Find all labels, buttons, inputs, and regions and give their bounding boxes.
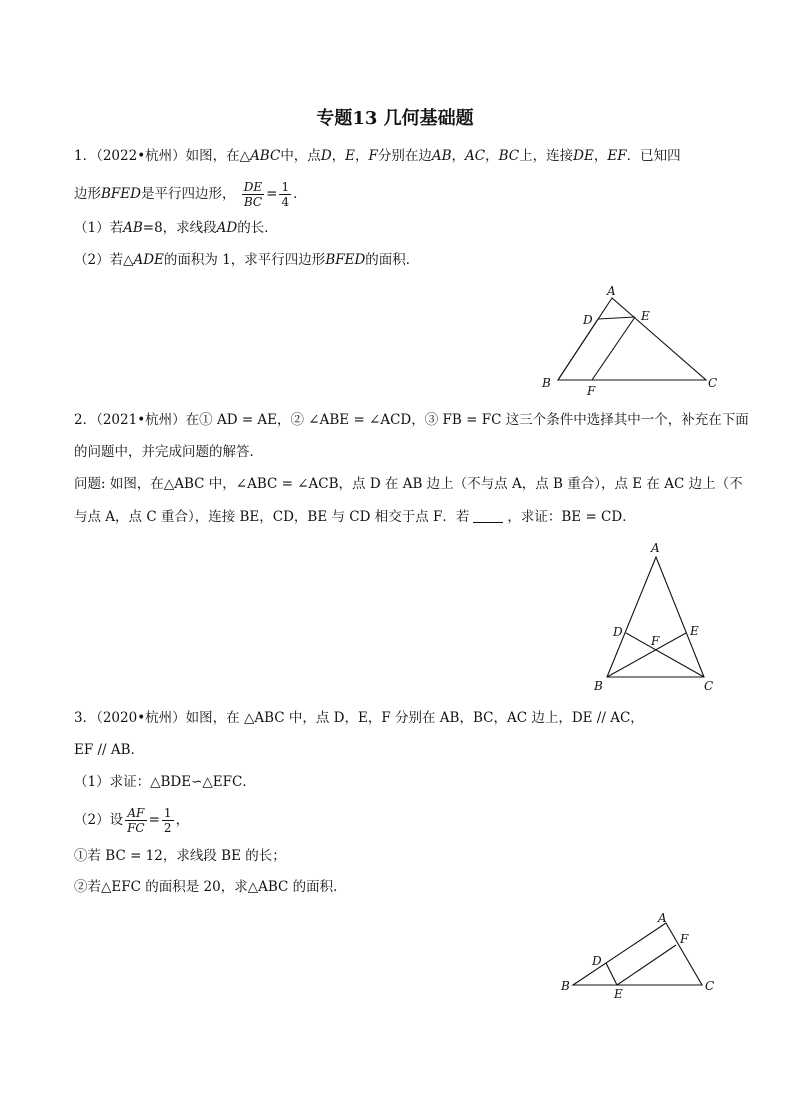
- label-e-fig1: E: [641, 309, 650, 323]
- page-title: 专题13 几何基础题: [316, 108, 474, 129]
- fraction-af-fc: $\frac{AF}{FC}$: [127, 806, 145, 835]
- segment-db-fig1: [558, 319, 598, 380]
- label-a-fig2: A: [651, 541, 660, 555]
- label-e-fig2: E: [690, 624, 699, 638]
- label-f-fig1: F: [587, 384, 596, 398]
- label-e-fig3: E: [614, 987, 623, 1001]
- problem-2-line-3: 问题: 如图，在△ABC 中，∠ABC = ∠ACB，点 D 在 AB 边上（不与点 A，点 B 重合），点 E 在 AC 边上（不: [74, 476, 743, 492]
- problem-2-line-4: 与点 A，点 C 重合），连接 BE，CD，BE 与 CD 相交于点 F．若 ，求证：BE = CD．: [74, 509, 636, 525]
- problem-3-question-2: （2）设 $\frac{AF}{FC}$ = $\frac{1}{2}$ ，: [74, 806, 190, 835]
- segment-be-fig2: [607, 633, 686, 677]
- fraction-one-quarter: $\frac{1}{4}$: [281, 180, 290, 209]
- segment-ef-fig3: [617, 945, 676, 985]
- problem-1-line-1: 1．（2022•杭州）如图，在△ABC中，点D，E，F分别在边AB，AC，BC上，连接DE，EF．已知四: [74, 148, 681, 164]
- segment-ef-fig1: [592, 317, 635, 380]
- problem-1-question-1: （1）若AB=8，求线段AD的长．: [74, 220, 278, 236]
- label-d-fig1: D: [583, 313, 593, 327]
- problem-1-line-2: 边形BFED是平行四边形， $\frac{DE}{BC}$ = $\frac{1}{4}$ ．: [74, 180, 307, 209]
- label-b-fig2: B: [594, 679, 603, 693]
- segment-cd-fig2: [626, 633, 704, 677]
- fraction-de-bc: $\frac{DE}{BC}$: [243, 180, 263, 209]
- problem-3-question-1: （1）求证：△BDE∽△EFC．: [74, 774, 256, 790]
- problem-3-line-2: EF // AB．: [74, 742, 145, 758]
- segment-de-fig1: [598, 317, 635, 319]
- label-b-fig1: B: [542, 376, 551, 390]
- label-c-fig1: C: [708, 376, 718, 390]
- problem-1-question-2: （2）若△ADE的面积为 1，求平行四边形BFED的面积．: [74, 252, 420, 268]
- label-b-fig3: B: [561, 979, 570, 993]
- label-f-fig2: F: [651, 634, 660, 648]
- problem-3-sub-2: ②若△EFC 的面积是 20，求△ABC 的面积．: [74, 879, 347, 895]
- label-c-fig3: C: [705, 979, 715, 993]
- problem-3-sub-1: ①若 BC = 12，求线段 BE 的长；: [74, 848, 286, 864]
- problem-3-line-1: 3．（2020•杭州）如图，在 △ABC 中，点 D，E，F 分别在 AB，BC，AC 边上，DE // AC，: [74, 710, 644, 726]
- label-a-fig3: A: [658, 911, 667, 925]
- label-a-fig1: A: [607, 284, 616, 298]
- label-d-fig3: D: [592, 954, 602, 968]
- label-d-fig2: D: [613, 625, 623, 639]
- answer-blank[interactable]: [473, 522, 503, 523]
- problem-2-line-1: 2．（2021•杭州）在① AD = AE，② ∠ABE = ∠ACD，③ FB = FC 这三个条件中选择其中一个，补充在下面: [74, 412, 749, 428]
- triangle-abc-fig1: [558, 298, 706, 380]
- segment-de-fig3: [606, 963, 617, 985]
- label-f-fig3: F: [680, 932, 689, 946]
- triangle-abc-fig2: [607, 557, 704, 677]
- triangle-abc-fig3: [573, 923, 702, 985]
- label-c-fig2: C: [704, 679, 714, 693]
- fraction-one-half: $\frac{1}{2}$: [163, 806, 172, 835]
- problem-2-line-2: 的问题中，并完成问题的解答．: [74, 444, 263, 460]
